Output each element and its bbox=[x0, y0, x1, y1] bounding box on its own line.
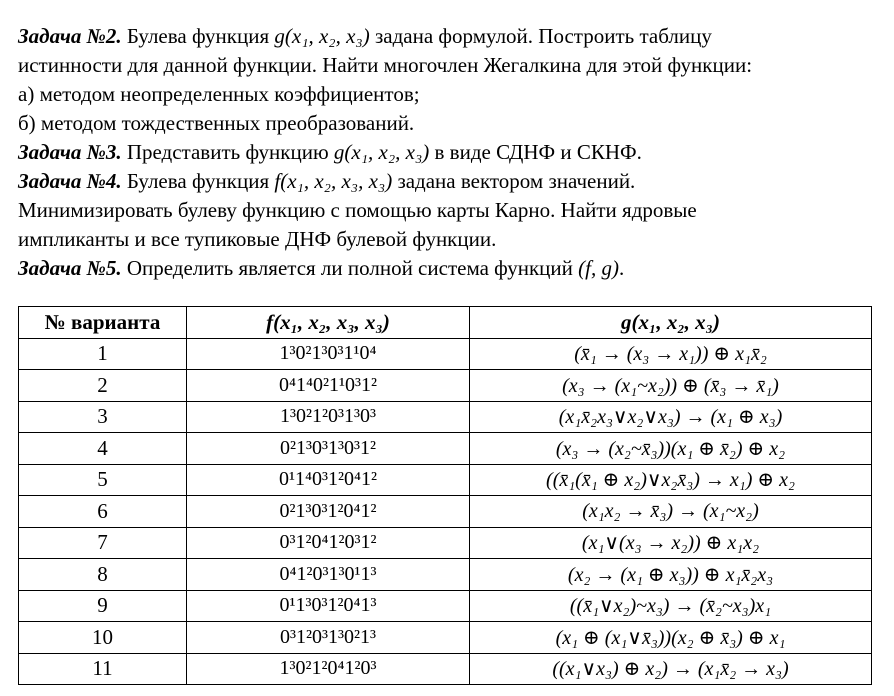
g-formula: ((x̄₁(x̄₁ ⊕ x₂)∨x₂x̄₃) → x₁) ⊕ x₂ bbox=[470, 464, 872, 496]
task-2-line-2: истинности для данной функции. Найти многочлен Жегалкина для этой функции: bbox=[18, 53, 753, 77]
task-2-text: Булева функция bbox=[121, 24, 275, 48]
g-formula: (x₁∨(x₃ → x₂)) ⊕ x₁x₂ bbox=[470, 527, 872, 559]
f-vector: 1³0²1²0³1³0³ bbox=[187, 401, 470, 433]
table-row bbox=[19, 527, 872, 559]
task-4-label: Задача №4. bbox=[18, 169, 122, 193]
task-4-text: Булева функция bbox=[121, 169, 275, 193]
f-vector: 0⁴1²0³1³0¹1³ bbox=[187, 559, 470, 591]
f-vector: 0³1²0³1³0²1³ bbox=[187, 622, 470, 654]
variant-number: 9 bbox=[19, 590, 187, 622]
task-text bbox=[18, 22, 890, 283]
task-5-text: Определить является ли полной система функций bbox=[121, 256, 579, 280]
table-row bbox=[19, 401, 872, 433]
g-formula: (x₁ ⊕ (x₁∨x̄₃))(x₂ ⊕ x̄₃) ⊕ x₁ bbox=[470, 622, 872, 654]
variant-number: 11 bbox=[19, 653, 187, 685]
table-row bbox=[19, 653, 872, 685]
table-row bbox=[19, 496, 872, 528]
variants-table-wrapper bbox=[18, 306, 872, 685]
task-5-label: Задача №5. bbox=[18, 256, 122, 280]
f-vector: 1³0²1²0⁴1²0³ bbox=[187, 653, 470, 685]
task-5-function: (f, g) bbox=[578, 256, 619, 280]
task-3-text-2: в виде СДНФ и СКНФ. bbox=[429, 140, 642, 164]
g-formula: (x₁x̄₂x₃∨x₂∨x₃) → (x₁ ⊕ x₃) bbox=[470, 401, 872, 433]
task-2-line-1 bbox=[18, 22, 890, 51]
task-3-text: Представить функцию bbox=[121, 140, 334, 164]
variant-number: 8 bbox=[19, 559, 187, 591]
task-4-line-2: Минимизировать булеву функцию с помощью карты Карно. Найти ядровые bbox=[18, 198, 697, 222]
task-3-function: g(x₁, x₂, x₃) bbox=[333, 140, 430, 164]
f-vector: 0³1²0⁴1²0³1² bbox=[187, 527, 470, 559]
table-row bbox=[19, 622, 872, 654]
variants-table bbox=[18, 306, 872, 685]
f-vector: 0⁴1⁴0²1¹0³1² bbox=[187, 370, 470, 402]
task-5-line bbox=[18, 254, 890, 283]
table-row bbox=[19, 464, 872, 496]
variant-number: 10 bbox=[19, 622, 187, 654]
variant-number: 3 bbox=[19, 401, 187, 433]
g-formula: (x₃ → (x₂~x̄₃))(x₁ ⊕ x̄₂) ⊕ x₂ bbox=[470, 433, 872, 465]
f-vector: 1³0²1³0³1¹0⁴ bbox=[187, 338, 470, 370]
f-vector: 0¹1³0³1²0⁴1³ bbox=[187, 590, 470, 622]
f-vector: 0²1³0³1²0⁴1² bbox=[187, 496, 470, 528]
task-2-item-b: б) методом тождественных преобразований. bbox=[18, 111, 415, 135]
table-row bbox=[19, 559, 872, 591]
header-f: f(x₁, x₂, x₃, x₃) bbox=[187, 307, 470, 339]
task-4-text-2: задана вектором значений. bbox=[392, 169, 636, 193]
task-2-item-a: а) методом неопределенных коэффициентов; bbox=[18, 82, 420, 106]
task-2-text-2: задана формулой. Построить таблицу bbox=[369, 24, 712, 48]
f-vector: 0²1³0³1³0³1² bbox=[187, 433, 470, 465]
f-vector: 0¹1⁴0³1²0⁴1² bbox=[187, 464, 470, 496]
table-row bbox=[19, 370, 872, 402]
task-2-label: Задача №2. bbox=[18, 24, 122, 48]
task-3-label: Задача №3. bbox=[18, 140, 122, 164]
table-row bbox=[19, 338, 872, 370]
variant-number: 5 bbox=[19, 464, 187, 496]
task-4-line-1 bbox=[18, 167, 890, 196]
g-formula: (x̄₁ → (x₃ → x₁)) ⊕ x₁x̄₂ bbox=[470, 338, 872, 370]
table-row bbox=[19, 433, 872, 465]
table-row bbox=[19, 590, 872, 622]
header-variant: № варианта bbox=[19, 307, 187, 339]
task-4-line-3: импликанты и все тупиковые ДНФ булевой функции. bbox=[18, 227, 497, 251]
variant-number: 4 bbox=[19, 433, 187, 465]
task-3-line bbox=[18, 138, 890, 167]
g-formula: ((x₁∨x₃) ⊕ x₂) → (x₁x̄₂ → x₃) bbox=[470, 653, 872, 685]
variant-number: 6 bbox=[19, 496, 187, 528]
task-2-function: g(x₁, x₂, x₃) bbox=[274, 24, 370, 48]
variant-number: 1 bbox=[19, 338, 187, 370]
task-4-function: f(x₁, x₂, x₃, x₃) bbox=[274, 169, 393, 193]
g-formula: ((x̄₁∨x₂)~x₃) → (x̄₂~x₃)x₁ bbox=[470, 590, 872, 622]
g-formula: (x₂ → (x₁ ⊕ x₃)) ⊕ x₁x̄₂x₃ bbox=[470, 559, 872, 591]
table-header-row bbox=[19, 307, 872, 339]
header-g: g(x₁, x₂, x₃) bbox=[470, 307, 872, 339]
task-5-text-2: . bbox=[618, 256, 625, 280]
g-formula: (x₁x₂ → x̄₃) → (x₁~x₂) bbox=[470, 496, 872, 528]
variant-number: 2 bbox=[19, 370, 187, 402]
variant-number: 7 bbox=[19, 527, 187, 559]
g-formula: (x₃ → (x₁~x₂)) ⊕ (x̄₃ → x̄₁) bbox=[470, 370, 872, 402]
